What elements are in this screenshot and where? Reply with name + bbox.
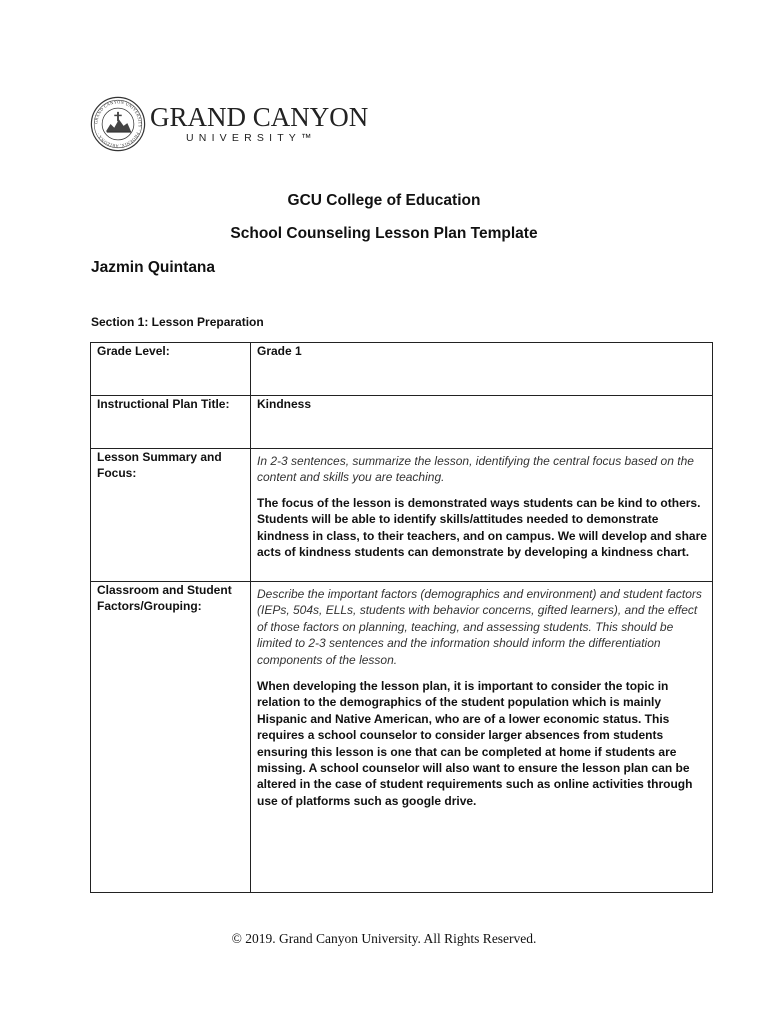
gcu-logo — [90, 93, 368, 155]
row-label: Instructional Plan Title: — [91, 396, 251, 449]
factors-instruction: Describe the important factors (demographics and environment) and student factors (IEPs, 504s, ELLs, students with behavior concerns, gifted learners), and the effect of those factors on planning, teaching, and assessing students. This should be limited to 2-3 sentences and the information should inform the differentiation components of the lesson. — [257, 587, 702, 667]
row-label: Grade Level: — [91, 343, 251, 396]
logo-sub: UNIVERSITY™ — [186, 132, 317, 144]
table-row — [91, 582, 713, 893]
section-heading: Section 1: Lesson Preparation — [91, 315, 264, 329]
summary-answer: The focus of the lesson is demonstrated ways students can be kind to others. Students will be able to identify skills/attitudes needed to demonstrate kindness in class, to their teachers, and on campus. We will develop and share acts of kindness students can demonstrate by developing a kindness chart. — [257, 495, 707, 560]
logo-name: GRAND CANYON — [150, 102, 369, 132]
university-seal-icon — [90, 96, 146, 152]
lesson-preparation-table — [90, 342, 713, 893]
row-value-cell — [251, 396, 713, 449]
svg-text:GRAND CANYON UNIVERSITY · PHOE: GRAND CANYON UNIVERSITY · PHOENIX, ARIZONA · — [93, 99, 143, 149]
copyright-footer: © 2019. Grand Canyon University. All Rights Reserved. — [231, 931, 537, 946]
template-title: School Counseling Lesson Plan Template — [230, 225, 538, 242]
row-value-cell — [251, 582, 713, 893]
table-row — [91, 396, 713, 449]
row-value-cell — [251, 449, 713, 582]
row-value-cell — [251, 343, 713, 396]
summary-instruction: In 2-3 sentences, summarize the lesson, identifying the central focus based on the content and skills you are teaching. — [257, 454, 694, 485]
logo-text — [150, 103, 368, 145]
factors-answer: When developing the lesson plan, it is important to consider the topic in relation to the demographics of the student population which is mainly Hispanic and Native American, who are of a lower economic status. This requires a school counselor to consider larger absences from students ensuring this lesson is one that can be completed at home if students are missing. A school counselor will also want to ensure the lesson plan can be altered in the case of student requirements such as online activities through use of platforms such as google drive. — [257, 679, 693, 808]
row-label: Classroom and Student Factors/Grouping: — [91, 582, 251, 893]
author-name: Jazmin Quintana — [91, 259, 216, 276]
grade-level-value: Grade 1 — [257, 344, 302, 358]
table-row — [91, 449, 713, 582]
plan-title-value: Kindness — [257, 397, 312, 411]
row-label: Lesson Summary and Focus: — [91, 449, 251, 582]
table-row — [91, 343, 713, 396]
college-title: GCU College of Education — [287, 192, 481, 209]
